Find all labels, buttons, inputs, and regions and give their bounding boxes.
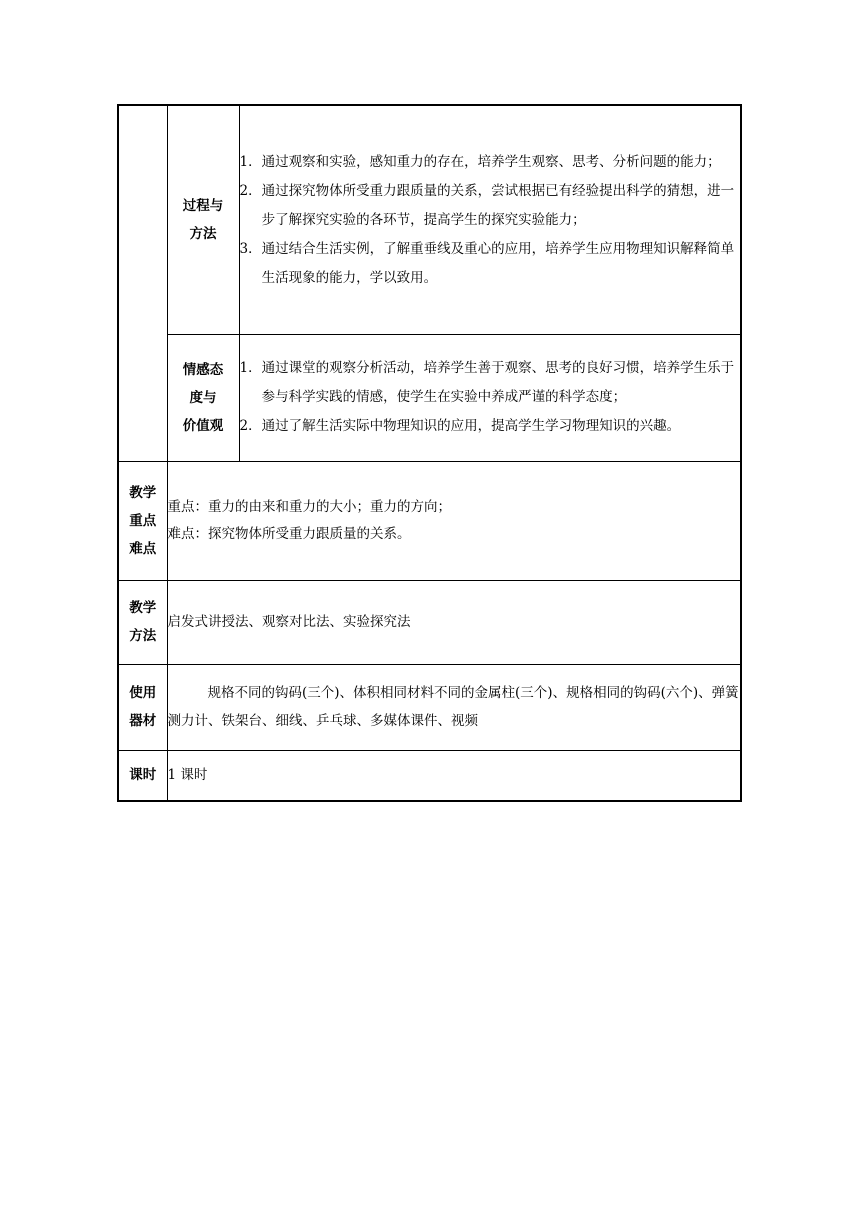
row-class-period	[118, 750, 741, 801]
label-line: 度与	[189, 389, 217, 406]
lesson-plan-table	[117, 104, 742, 802]
key-points-content	[167, 461, 741, 580]
label-line: 重点	[129, 512, 157, 529]
row-teaching-method	[118, 580, 741, 664]
list-item	[240, 177, 741, 235]
label-line: 使用	[129, 685, 157, 701]
key-point-line: 重点：重力的由来和重力的大小；重力的方向；	[167, 498, 451, 515]
label-line: 器材	[129, 713, 157, 729]
list-item	[240, 235, 741, 293]
difficulty-line: 难点：探究物体所受重力跟质量的关系。	[167, 525, 411, 542]
item-number: 2．	[239, 183, 262, 200]
label-line: 教学	[129, 600, 157, 616]
item-text: 通过了解生活实际中物理知识的应用，提高学生学习物理知识的兴趣。	[261, 418, 681, 434]
label-line: 方法	[189, 225, 217, 242]
class-period-content	[167, 750, 741, 801]
list-item	[240, 354, 741, 412]
label-teaching-method	[118, 580, 167, 664]
item-text: 通过探究物体所受重力跟质量的关系，尝试根据已有经验提出科学的猜想，进一步了解探究实验的各环节，提高学生的探究实验能力；	[261, 183, 735, 229]
period-text: 1 课时	[167, 766, 208, 783]
row-emotion-values	[118, 334, 741, 461]
emotion-values-content	[239, 334, 741, 461]
label-emotion-values	[167, 334, 239, 461]
list-item	[240, 148, 741, 177]
item-text: 通过课堂的观察分析活动，培养学生善于观察、思考的良好习惯，培养学生乐于参与科学实践的情感，使学生在实验中养成严谨的科学态度；	[261, 360, 735, 405]
objectives-blank-cell	[118, 105, 167, 461]
row-equipment	[118, 664, 741, 750]
label-line: 情感态	[182, 361, 224, 378]
item-text: 通过观察和实验，感知重力的存在，培养学生观察、思考、分析问题的能力；	[261, 154, 721, 171]
label-line: 方法	[129, 628, 157, 644]
label-process-method	[167, 105, 239, 334]
method-text: 启发式讲授法、观察对比法、实验探究法	[167, 613, 411, 630]
teaching-method-content	[167, 580, 741, 664]
equipment-content	[167, 664, 741, 750]
item-number: 1．	[239, 360, 262, 376]
item-number: 2．	[239, 418, 262, 434]
item-number: 1．	[239, 154, 262, 171]
label-equipment	[118, 664, 167, 750]
item-number: 3．	[239, 241, 262, 258]
row-process-method	[118, 105, 741, 334]
label-line: 课时	[129, 767, 157, 784]
label-class-period	[118, 750, 167, 801]
list-item	[240, 412, 741, 441]
row-key-points	[118, 461, 741, 580]
process-method-content	[239, 105, 741, 334]
label-line: 过程与	[182, 197, 224, 214]
label-line: 教学	[129, 484, 157, 501]
label-line: 价值观	[182, 417, 224, 434]
equipment-text: 规格不同的钩码(三个)、体积相同材料不同的金属柱(三个)、规格相同的钩码(六个)、弹簧测力计、铁架台、细线、乒乓球、多媒体课件、视频	[167, 685, 739, 729]
label-key-points	[118, 461, 167, 580]
item-text: 通过结合生活实例，了解重垂线及重心的应用，培养学生应用物理知识解释简单生活现象的能力，学以致用。	[261, 241, 735, 287]
label-line: 难点	[129, 540, 157, 557]
